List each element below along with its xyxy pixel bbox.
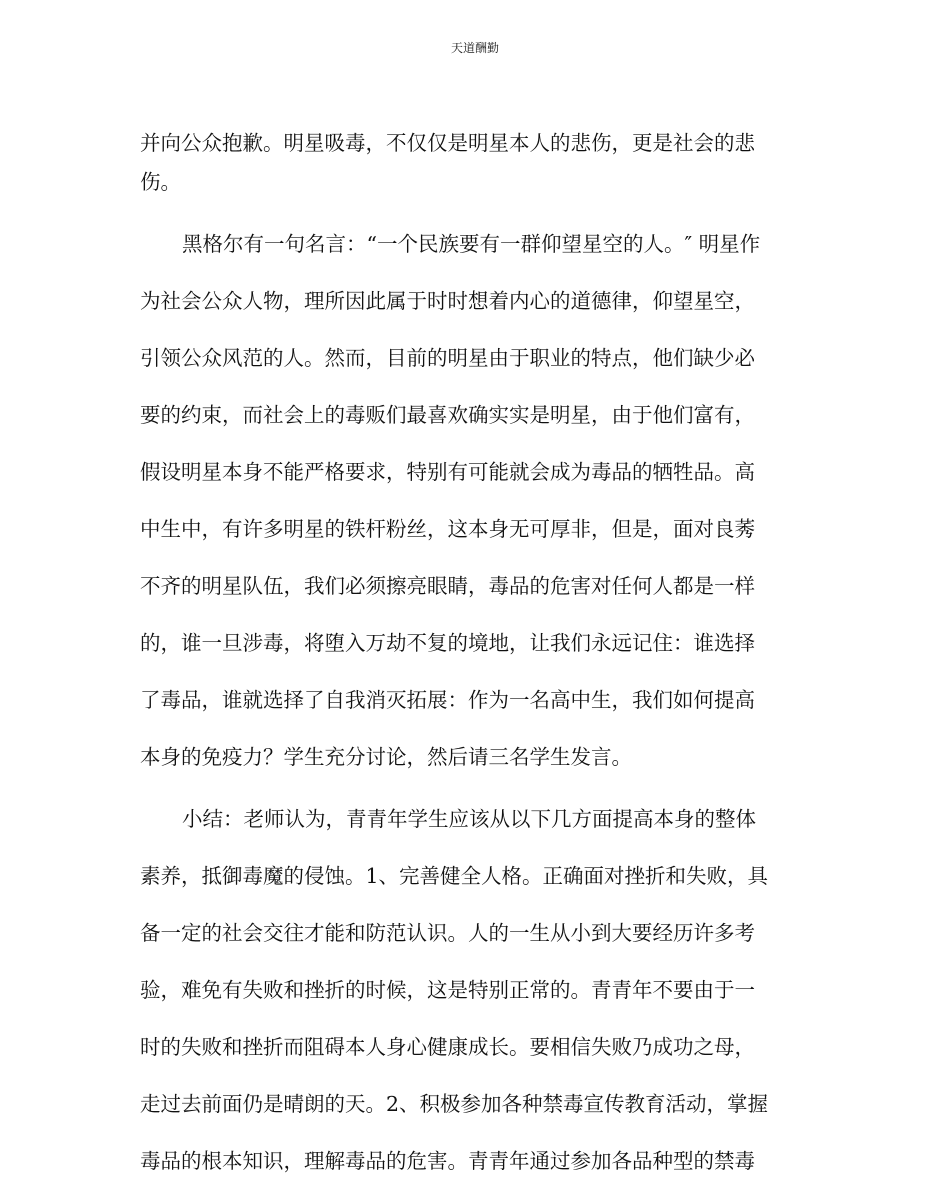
text-line: 的，谁一旦涉毒，将堕入万劫不复的境地，让我们永远记住：谁选择 (140, 631, 755, 655)
text-line: 素养，抵御毒魔的侵蚀。1、完善健全人格。正确面对挫折和失败，具 (140, 864, 769, 888)
paragraph-start-line: 小结：老师认为，青青年学生应该从以下几方面提高本身的整体 (182, 807, 756, 831)
text-line: 验，难免有失败和挫折的时候，这是特别正常的。青青年不要由于一 (140, 978, 755, 1002)
text-line: 了毒品，谁就选择了自我消灭拓展：作为一名高中生，我们如何提高 (140, 688, 755, 712)
text-line: 本身的免疫力？学生充分讨论，然后请三名学生发言。 (140, 745, 632, 769)
text-line: 不齐的明星队伍，我们必须擦亮眼睛，毒品的危害对任何人都是一样 (140, 574, 755, 598)
text-line: 引领公众风范的人。然而，目前的明星由于职业的特点，他们缺少必 (140, 346, 755, 370)
text-line: 毒品的根本知识，理解毒品的危害。青青年通过参加各品种型的禁毒 (140, 1149, 755, 1173)
text-line: 中生中，有许多明星的铁杆粉丝，这本身无可厚非，但是，面对良莠 (140, 517, 755, 541)
text-line: 备一定的社会交往才能和防范认识。人的一生从小到大要经历许多考 (140, 921, 755, 945)
text-line: 伤。 (140, 170, 181, 194)
text-line: 时的失败和挫折而阻碍本人身心健康成长。要相信失败乃成功之母， (140, 1035, 755, 1059)
text-line: 假设明星本身不能严格要求，特别有可能就会成为毒品的牺牲品。高 (140, 460, 755, 484)
text-line: 并向公众抱歉。明星吸毒，不仅仅是明星本人的悲伤，更是社会的悲 (140, 131, 755, 155)
text-line: 要的约束，而社会上的毒贩们最喜欢确实实是明星，由于他们富有， (140, 403, 755, 427)
text-line: 走过去前面仍是晴朗的天。2、积极参加各种禁毒宣传教育活动，掌握 (140, 1092, 769, 1116)
text-line: 为社会公众人物，理所因此属于时时想着内心的道德律，仰望星空， (140, 289, 755, 313)
page-header: 天道酬勤 (450, 41, 499, 55)
paragraph-start-line: 黑格尔有一句名言：“一个民族要有一群仰望星空的人。″ 明星作 (182, 232, 761, 256)
